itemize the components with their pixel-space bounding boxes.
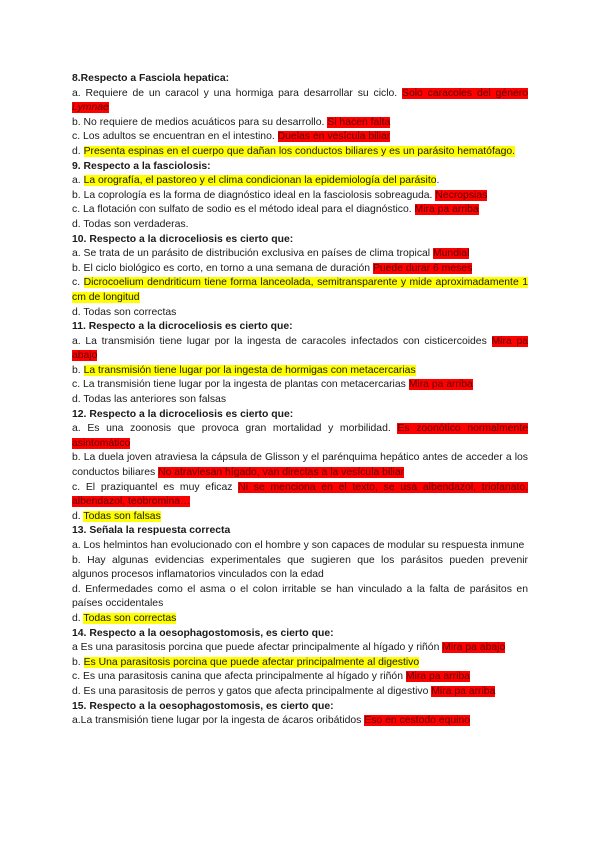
q9-b-note: Necropsias <box>435 189 488 201</box>
document-page <box>72 72 528 729</box>
q12-a-note: Es zoonótico normalmente asintomático <box>72 423 528 449</box>
q9-c-note: Mira pa arriba <box>414 204 479 216</box>
q15-option-a: a.La transmisión tiene lugar por la ingesta de ácaros oribátidos Eso en cestodo equino <box>72 715 470 727</box>
q13-option-d2: d. Todas son correctas <box>72 612 177 624</box>
q12-option-d: d. Todas son falsas <box>72 510 161 522</box>
q11-a-note: Mira pa abajo <box>72 335 528 362</box>
q10-option-b: b. El ciclo biológico es corto, en torno a una semana de duración Puede durar 6 meses <box>72 262 473 274</box>
q8-c-note: Duelas en vesícula biliar <box>277 131 391 143</box>
q9-option-c: c. La flotación con sulfato de sodio es el método ideal para el diagnóstico. Mira pa arriba <box>72 204 479 216</box>
q13-d-answer: Todas son correctas <box>83 612 177 624</box>
question-8-title: 8.Respecto a Fasciola hepatica: <box>72 73 230 84</box>
q13-option-d1: d. Enfermedades como el asma o el colon irritable se han vinculado a la falta de parásitos en países occidentales <box>72 583 528 610</box>
q14-option-c: c. Es una parasitosis canina que afecta principalmente al hígado y riñón Mira pa arriba <box>72 671 470 683</box>
question-12-title: 12. Respecto a la dicroceliosis es cierto que: <box>72 408 294 420</box>
q8-a-note: Solo caracoles del género Lymnae <box>72 87 528 114</box>
q10-b-note: Puede durar 6 meses <box>372 262 473 274</box>
question-10-title: 10. Respecto a la dicroceliosis es cierto que: <box>72 233 294 245</box>
q15-a-note: Eso en cestodo equino <box>364 715 470 727</box>
q8-option-c: c. Los adultos se encuentran en el intestino. Duelas en vesícula biliar <box>72 131 391 143</box>
q11-option-c: c. La transmisión tiene lugar por la ingesta de plantas con metacercarias Mira pa arriba <box>72 379 473 391</box>
q13-option-a: a. Los helmintos han evolucionado con el hombre y son capaces de modular su respuesta inmune <box>72 540 525 551</box>
q9-option-a: a. La orografía, el pastoreo y el clima condicionan la epidemiología del parásito. <box>72 175 440 187</box>
q14-d-note: Mira pa arriba <box>431 685 496 697</box>
question-11-title: 11. Respecto a la dicroceliosis es cierto que: <box>72 321 293 333</box>
q10-a-note: Mundial <box>433 248 470 260</box>
q9-a-answer: La orografía, el pastoreo y el clima condicionan la epidemiología del parásito <box>83 175 437 187</box>
q8-d-answer: Presenta espinas en el cuerpo que dañan los conductos biliares y es un parásito hematófago. <box>83 145 516 157</box>
q10-option-a: a. Se trata de un parásito de distribución exclusiva en países de clima tropical Mundial <box>72 248 470 260</box>
question-15-title: 15. Respecto a la oesophagostomosis, es cierto que: <box>72 700 334 712</box>
q8-option-a: a. Requiere de un caracol y una hormiga para desarrollar su ciclo. Solo caracoles del género Lymnae <box>72 87 528 114</box>
q8-option-b: b. No requiere de medios acuáticos para su desarrollo. Si hacen falta <box>72 116 391 128</box>
q11-option-a: a. La transmisión tiene lugar por la ingesta de caracoles infectados con cisticercoides Mira pa abajo <box>72 335 528 362</box>
q8-option-d: d. Presenta espinas en el cuerpo que dañan los conductos biliares y es un parásito hematófago. <box>72 145 516 157</box>
q14-a-note: Mira pa abajo <box>442 642 506 654</box>
q11-option-b: b. La transmisión tiene lugar por la ingesta de hormigas con metacercarias <box>72 364 416 376</box>
q11-option-d: d. Todas las anteriores son falsas <box>72 394 227 406</box>
q10-option-c: c. Dicrocoelium dendriticum tiene forma lanceolada, semitransparente y mide aproximadamente 1 cm de longitud <box>72 277 528 303</box>
q14-option-a: a Es una parasitosis porcina que puede afectar principalmente al hígado y riñón Mira pa abajo <box>72 642 506 654</box>
q12-option-a: a. Es una zoonosis que provoca gran mortalidad y morbilidad. Es zoonótico normalmente asintomático <box>72 423 528 449</box>
question-13-title: 13. Señala la respuesta correcta <box>72 525 231 537</box>
q12-option-b: b. La duela joven atraviesa la cápsula de Glisson y el parénquima hepático antes de acceder a los conductos biliares No atraviesan hígado, van directas a la vesícula biliar <box>72 452 528 479</box>
q11-c-note: Mira pa arriba <box>408 379 473 391</box>
q10-c-answer: Dicrocoelium dendriticum tiene forma lanceolada, semitransparente y mide aproximadamente 1 cm de longitud <box>72 277 528 303</box>
question-14-title: 14. Respecto a la oesophagostomosis, es cierto que: <box>72 627 334 639</box>
q8-b-note: Si hacen falta <box>327 116 391 128</box>
question-9-title: 9. Respecto a la fasciolosis: <box>72 160 211 172</box>
q12-option-c: c. El praziquantel es muy eficaz Ni se menciona en el texto, se usa albendazol, triofanato, albendazol, teobromina… <box>72 481 528 508</box>
q14-option-b: b. Es Una parasitosis porcina que puede afectar principalmente al digestivo <box>72 656 420 668</box>
q12-c-note: Ni se menciona en el texto, se usa albendazol, triofanato, albendazol, teobromina… <box>72 481 528 508</box>
q13-option-b: b. Hay algunas evidencias experimentales que sugieren que los parásitos pueden prevenir algunos procesos inflamatorios vinculados con la edad <box>72 554 528 581</box>
q12-d-answer: Todas son falsas <box>83 510 161 522</box>
q14-option-d: d. Es una parasitosis de perros y gatos que afecta principalmente al digestivo Mira pa arriba <box>72 685 496 697</box>
q12-b-note: No atraviesan hígado, van directas a la vesícula biliar <box>158 467 405 479</box>
q9-option-b: b. La coprología es la forma de diagnóstico ideal en la fasciolosis sobreaguda. Necropsias <box>72 189 488 201</box>
q14-c-note: Mira pa arriba <box>405 671 470 683</box>
q14-b-answer: Es Una parasitosis porcina que puede afectar principalmente al digestivo <box>83 656 420 668</box>
q10-option-d: d. Todas son correctas <box>72 306 177 318</box>
q11-b-answer: La transmisión tiene lugar por la ingesta de hormigas con metacercarias <box>83 364 416 376</box>
q9-option-d: d. Todas son verdaderas. <box>72 218 189 230</box>
